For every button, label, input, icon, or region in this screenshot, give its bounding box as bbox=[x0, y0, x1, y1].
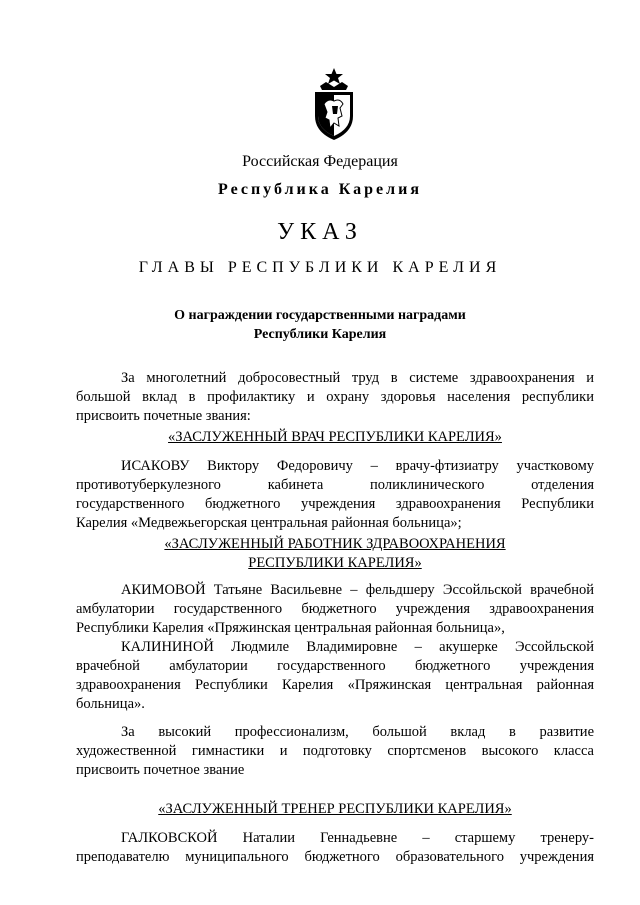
paragraph-gymnastics-intro bbox=[76, 723, 594, 780]
text-line: больница». bbox=[76, 696, 145, 712]
text-line: здравоохранения Республики Карелия «Пряжинская центральная районная bbox=[76, 677, 594, 693]
paragraph-akimova bbox=[76, 581, 594, 638]
award-title-text: «ЗАСЛУЖЕННЫЙ ТРЕНЕР РЕСПУБЛИКИ КАРЕЛИЯ» bbox=[158, 801, 512, 817]
award-title-doctor bbox=[76, 428, 594, 447]
text-line: преподавателю муниципального бюджетного образовательного учреждения bbox=[76, 849, 594, 865]
text-line: За многолетний добросовестный труд в системе здравоохранения и bbox=[121, 370, 594, 386]
paragraph-kalinina bbox=[76, 638, 594, 714]
text-line: противотуберкулезного кабинета поликлинического отделения bbox=[76, 477, 594, 493]
document-type: УКАЗ bbox=[277, 219, 363, 245]
award-title-text: РЕСПУБЛИКИ КАРЕЛИЯ» bbox=[248, 555, 422, 571]
issuer-title: ГЛАВЫ РЕСПУБЛИКИ КАРЕЛИЯ bbox=[138, 259, 502, 276]
text-line: государственного бюджетного учреждения здравоохранения Республики bbox=[76, 496, 594, 512]
text-line: врачебной амбулатории государственного бюджетного учреждения bbox=[76, 658, 594, 674]
paragraph-galkovskaya bbox=[76, 829, 594, 867]
text-line: ГАЛКОВСКОЙ Наталии Геннадьевне – старшему тренеру- bbox=[121, 830, 594, 846]
award-title-health-worker bbox=[76, 535, 594, 573]
text-line: присвоить почетные звания: bbox=[76, 408, 251, 424]
text-line: ИСАКОВУ Виктору Федоровичу – врачу-фтизиатру участковому bbox=[121, 458, 594, 474]
text-line: За высокий профессионализм, большой вклад в развитие bbox=[121, 724, 594, 740]
text-line: амбулатории государственного бюджетного учреждения здравоохранения bbox=[76, 601, 594, 617]
decree-subject bbox=[0, 306, 640, 344]
text-line: художественной гимнастики и подготовку спортсменов высокого класса bbox=[76, 743, 594, 759]
paragraph-healthcare-intro bbox=[76, 369, 594, 426]
text-line: присвоить почетное звание bbox=[76, 762, 245, 778]
text-line: Карелия «Медвежьегорская центральная районная больница»; bbox=[76, 515, 462, 531]
text-line: большой вклад в профилактику и охрану здоровья населения республики bbox=[76, 389, 594, 405]
text-line: Республики Карелия «Пряжинская центральная районная больница», bbox=[76, 620, 505, 636]
award-title-text: «ЗАСЛУЖЕННЫЙ ВРАЧ РЕСПУБЛИКИ КАРЕЛИЯ» bbox=[168, 429, 502, 445]
award-title-coach bbox=[76, 800, 594, 819]
text-line: КАЛИНИНОЙ Людмиле Владимировне – акушерке Эссойльской bbox=[121, 639, 594, 655]
text-line: АКИМОВОЙ Татьяне Васильевне – фельдшеру Эссойльской врачебной bbox=[121, 582, 594, 598]
paragraph-isakov bbox=[76, 457, 594, 533]
republic-name: Республика Карелия bbox=[218, 181, 422, 198]
subject-line: Республики Карелия bbox=[253, 327, 387, 342]
subject-line: О награждении государственными наградами bbox=[174, 308, 466, 323]
coat-of-arms-icon bbox=[312, 68, 356, 142]
country-name: Российская Федерация bbox=[242, 153, 398, 170]
award-title-text: «ЗАСЛУЖЕННЫЙ РАБОТНИК ЗДРАВООХРАНЕНИЯ bbox=[164, 536, 506, 552]
